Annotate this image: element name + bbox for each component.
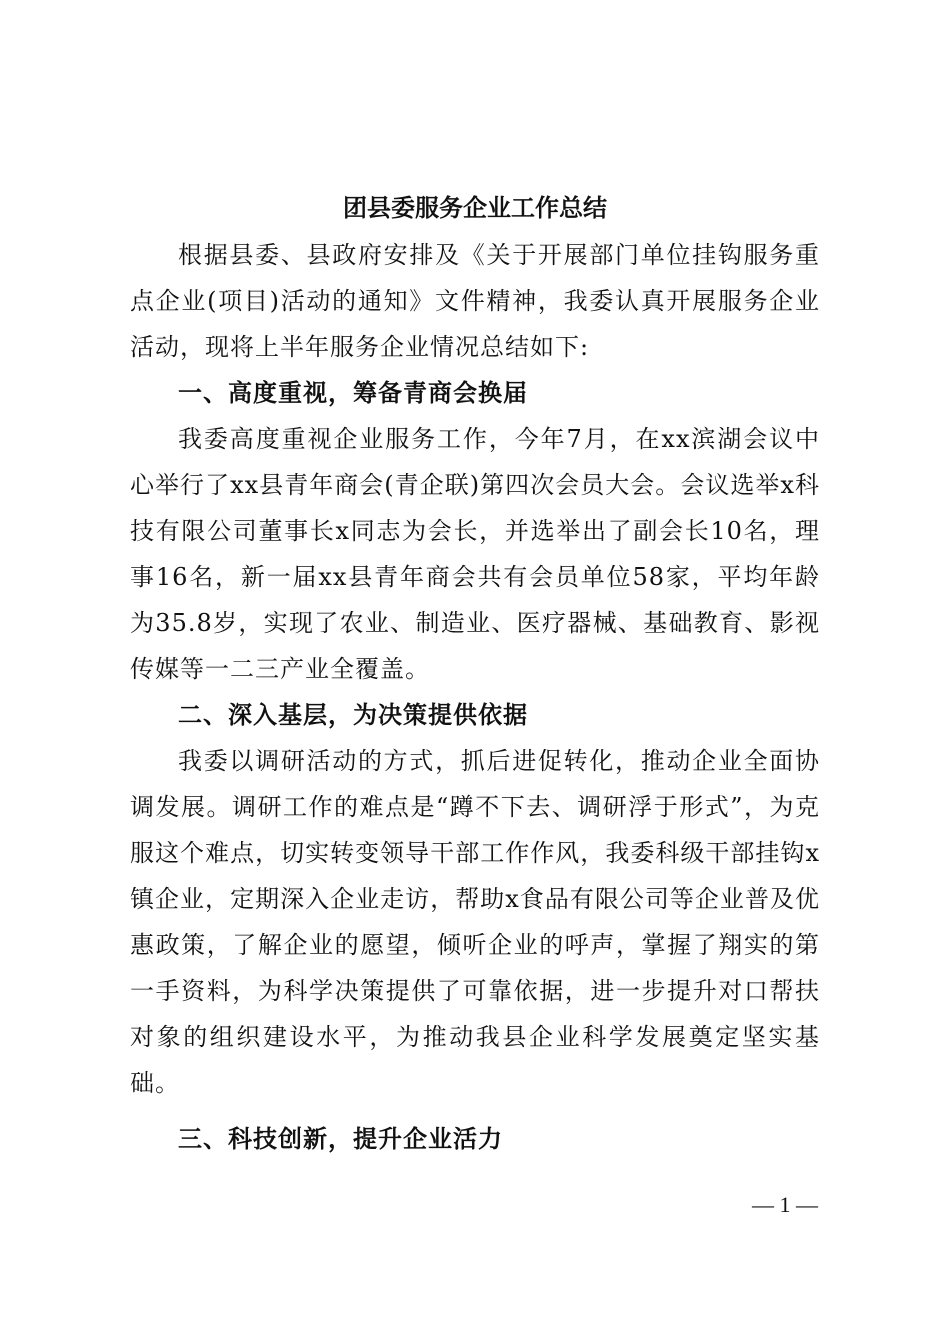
section-heading-2: 二、深入基层，为决策提供依据 — [178, 701, 528, 729]
section-heading-3: 三、科技创新，提升企业活力 — [178, 1125, 503, 1153]
document-title: 团县委服务企业工作总结 — [343, 193, 607, 222]
document-page — [130, 188, 820, 1162]
intro-paragraph: 根据县委、县政府安排及《关于开展部门单位挂钩服务重点企业(项目)活动的通知》文件精神，我委认真开展服务企业活动，现将上半年服务企业情况总结如下: — [130, 241, 820, 361]
section-body-1: 我委高度重视企业服务工作，今年7月，在xx滨湖会议中心举行了xx县青年商会(青企联)第四次会员大会。会议选举x科技有限公司董事长x同志为会长，并选举出了副会长10名，理事16名，新一届xx县青年商会共有会员单位58家，平均年龄为35.8岁，实现了农业、制造业、医疗器械、基础教育、影视传媒等一二三产业全覆盖。 — [130, 425, 820, 683]
section-heading-1: 一、高度重视，筹备青商会换届 — [178, 379, 528, 407]
page-number: — 1 — — [752, 1192, 818, 1217]
section-body-2: 我委以调研活动的方式，抓后进促转化，推动企业全面协调发展。调研工作的难点是“蹲不下去、调研浮于形式”，为克服这个难点，切实转变领导干部工作作风，我委科级干部挂钩x镇企业，定期深入企业走访，帮助x食品有限公司等企业普及优惠政策，了解企业的愿望，倾听企业的呼声，掌握了翔实的第一手资料，为科学决策提供了可靠依据，进一步提升对口帮扶对象的组织建设水平，为推动我县企业科学发展奠定坚实基础。 — [130, 747, 820, 1097]
